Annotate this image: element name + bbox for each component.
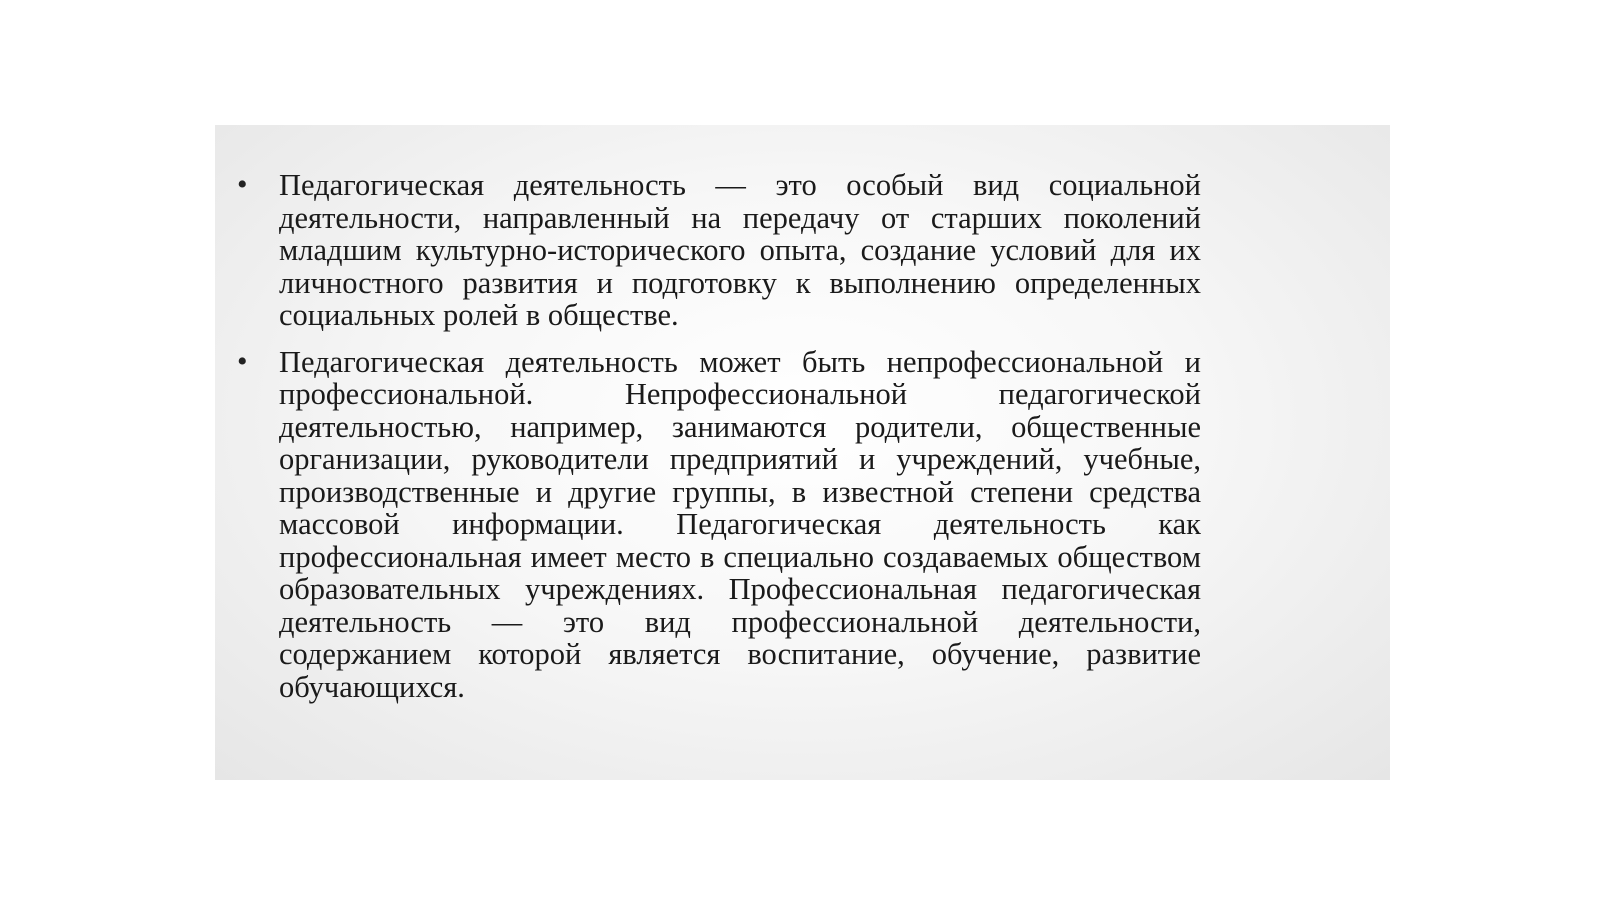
- bullet-item-definition: [237, 169, 1201, 332]
- bullet-text: Педагогическая деятельность — это особый вид социальной деятельности, направленный на передачу от старших поколений младшим культурно-исторического опыта, создание условий для их личностного развития и подготовку к выполнению определенных социальных ролей в обществе.: [279, 168, 1201, 332]
- slide: [215, 125, 1390, 780]
- bullet-list: [237, 169, 1201, 717]
- bullet-item-types: [237, 346, 1201, 704]
- bullet-text: Педагогическая деятельность может быть непрофессиональной и профессиональной. Непрофессиональной педагогической деятельностью, например, занимаются родители, общественные организации, руководители предприятий и учреждений, учебные, производственные и другие группы, в известной степени средства массовой информации. Педагогическая деятельность как профессиональная имеет место в специально создаваемых обществом образовательных учреждениях. Профессиональная педагогическая деятельность — это вид профессиональной деятельности, содержанием которой является воспитание, обучение, развитие обучающихся.: [279, 344, 1201, 704]
- bullet-marker: •: [237, 344, 248, 378]
- bullet-marker: •: [237, 168, 248, 201]
